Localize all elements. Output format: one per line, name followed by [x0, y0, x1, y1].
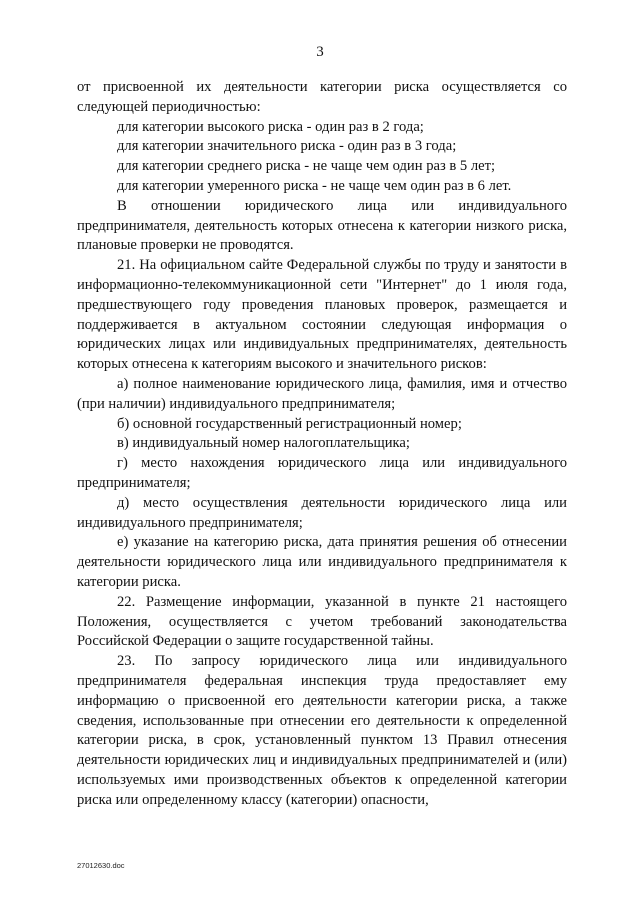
list-item: для категории значительного риска - один раз в 3 года; — [117, 138, 457, 155]
list-item: е) указание на категорию риска, дата принятия решения об отнесении деятельности юридического лица или индивидуального предпринимателя к категории риска. — [77, 534, 567, 590]
paragraph-21: 21. На официальном сайте Федеральной службы по труду и занятости в информационно-телекоммуникационной сети "Интернет" до 1 июля года, предшествующего году проведения плановых проверок, размещается и поддерживается в актуальном состоянии следующая информация о юридических лицах или индивидуальных предпринимателях, деятельность которых отнесена к категориям высокого и значительного рисков: — [77, 257, 567, 373]
paragraph-22: 22. Размещение информации, указанной в пункте 21 настоящего Положения, осуществляется с учетом требований законодательства Российской Федерации о защите государственной тайны. — [77, 593, 567, 650]
list-item: для категории высокого риска - один раз в 2 года; — [117, 118, 424, 135]
list-item: д) место осуществления деятельности юридического лица или индивидуального предпринимателя; — [77, 494, 567, 531]
paragraph-23: 23. По запросу юридического лица или индивидуального предпринимателя федеральная инспекция труда предоставляет ему информацию о присвоенной его деятельности категории риска, а также сведения, использованные при отнесении его деятельности к определенной категории риска, в срок, установленный пунктом 13 Правил отнесения деятельности юридических лиц и индивидуальных предпринимателей и (или) используемых ими производственных объектов к определенной категории риска или определенному классу (категории) опасности, — [77, 653, 567, 808]
list-item: для категории умеренного риска - не чаще чем один раз в 6 лет. — [117, 177, 512, 194]
page-number: 3 — [316, 44, 324, 60]
list-item: в) индивидуальный номер налогоплательщика; — [117, 435, 410, 452]
list-item: для категории среднего риска - не чаще чем один раз в 5 лет; — [117, 158, 496, 175]
low-risk-paragraph: В отношении юридического лица или индивидуального предпринимателя, деятельность которых отнесена к категории низкого риска, плановые проверки не проводятся. — [77, 197, 567, 254]
intro-paragraph: от присвоенной их деятельности категории риска осуществляется со следующей периодичностью: — [77, 79, 567, 115]
document-filename: 27012630.doc — [77, 861, 125, 870]
list-item: а) полное наименование юридического лица, фамилия, имя и отчество (при наличии) индивидуального предпринимателя; — [77, 375, 567, 412]
list-item: б) основной государственный регистрационный номер; — [117, 415, 462, 432]
document-body — [77, 78, 567, 810]
list-item: г) место нахождения юридического лица или индивидуального предпринимателя; — [77, 455, 567, 491]
